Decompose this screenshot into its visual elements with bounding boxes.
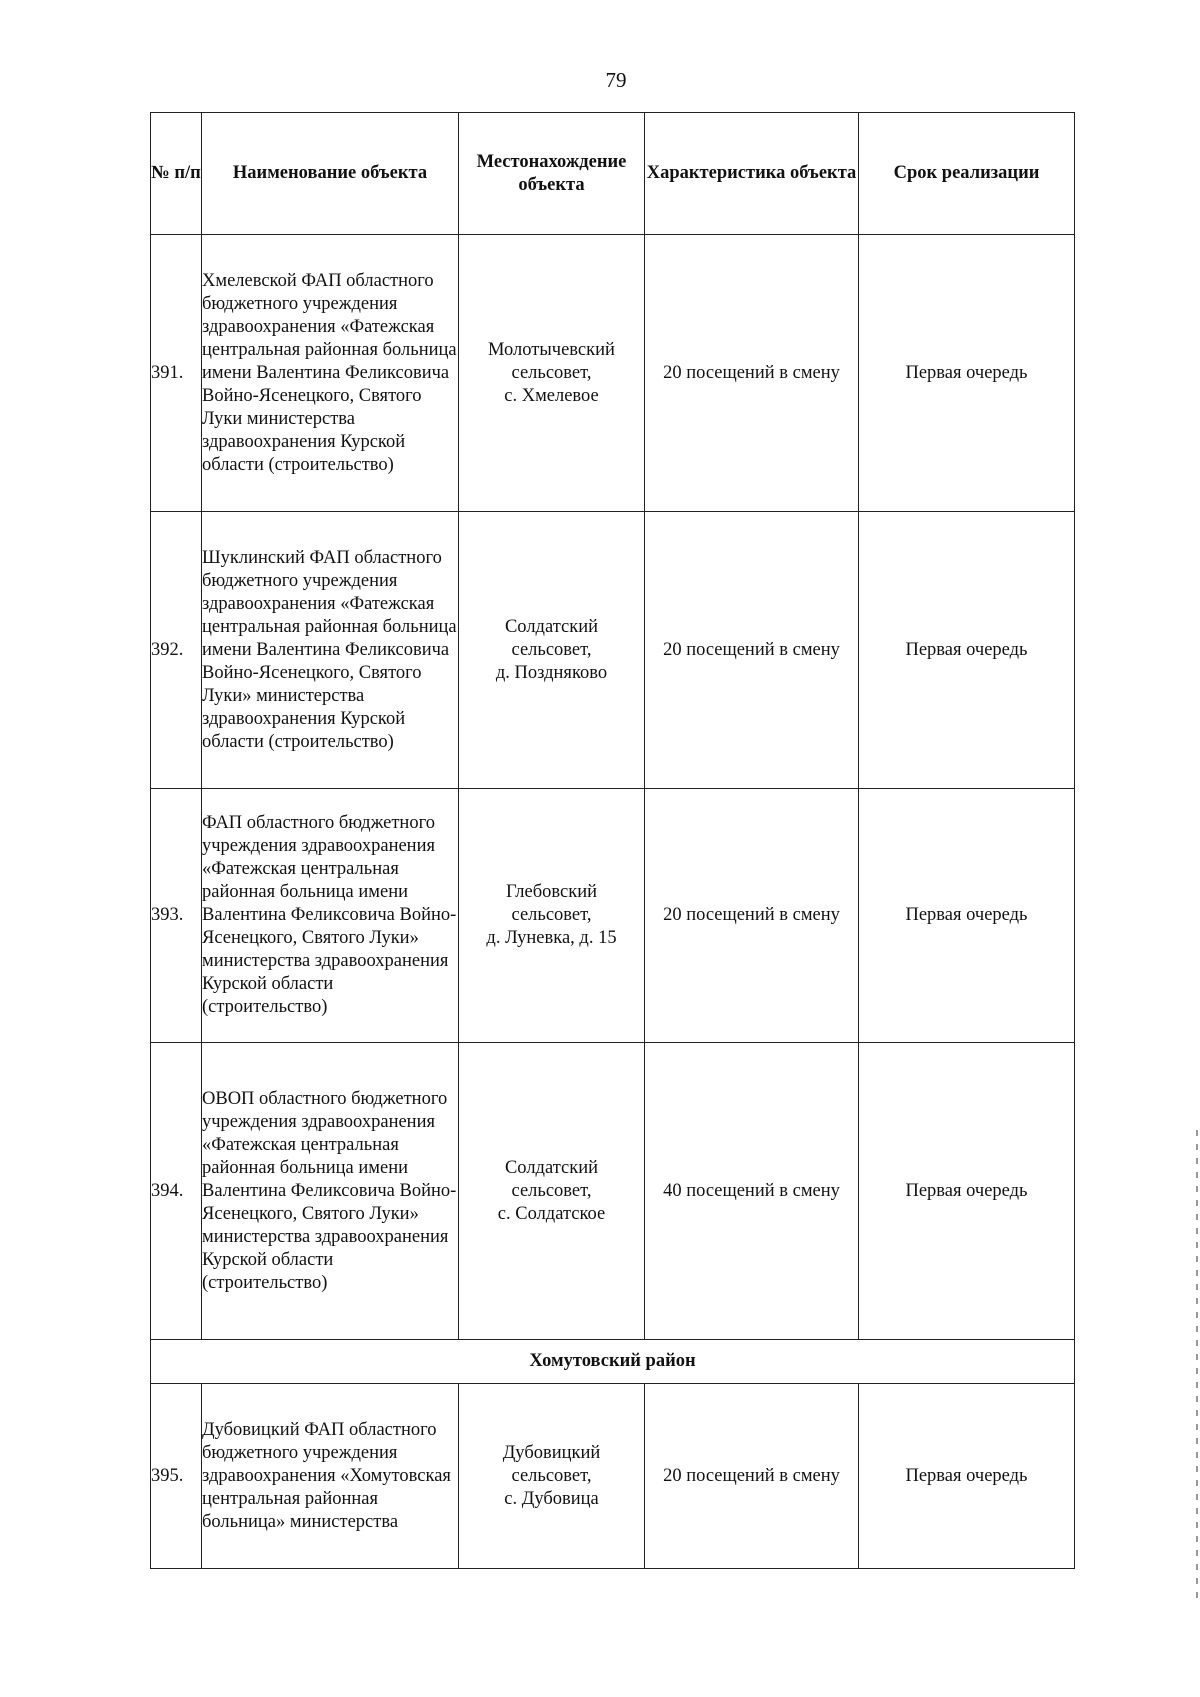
object-term: Первая очередь — [859, 1384, 1075, 1569]
location-line: Дубовицкий — [502, 1442, 601, 1463]
object-name: Шуклинский ФАП областного бюджетного учреждения здравоохранения «Фатежская центральная районная больница имени Валентина Феликсовича Войно-Ясенецкого, Святого Луки» министерства здравоохранения Курской области (строительство) — [202, 512, 459, 789]
location-line: Молотычевский — [488, 339, 615, 360]
object-characteristic: 20 посещений в смену — [645, 235, 859, 512]
object-location — [459, 235, 645, 512]
header-term: Срок реализации — [859, 113, 1075, 235]
scan-edge-mark — [1196, 1130, 1198, 1600]
object-term: Первая очередь — [859, 1043, 1075, 1340]
object-term: Первая очередь — [859, 789, 1075, 1043]
table-row — [151, 789, 1075, 1043]
object-characteristic: 40 посещений в смену — [645, 1043, 859, 1340]
table-row — [151, 512, 1075, 789]
row-number: 393. — [151, 789, 202, 1043]
row-number: 391. — [151, 235, 202, 512]
header-location: Местонахождение объекта — [459, 113, 645, 235]
object-characteristic: 20 посещений в смену — [645, 789, 859, 1043]
location-line: с. Солдатское — [497, 1203, 606, 1224]
row-number: 395. — [151, 1384, 202, 1569]
location-line: сельсовет, — [511, 639, 592, 660]
table-row — [151, 1384, 1075, 1569]
table-header-row — [151, 113, 1075, 235]
location-line: сельсовет, — [511, 905, 592, 925]
object-characteristic: 20 посещений в смену — [645, 1384, 859, 1569]
location-line: Солдатский — [504, 616, 599, 637]
object-name: Хмелевской ФАП областного бюджетного учреждения здравоохранения «Фатежская центральная районная больница имени Валентина Феликсовича Войно-Ясенецкого, Святого Луки министерства здравоохранения Курской области (строительство) — [202, 235, 459, 512]
header-num: № п/п — [151, 113, 202, 235]
header-characteristic: Характеристика объекта — [645, 113, 859, 235]
location-line: д. Луневка, д. 15 — [486, 928, 617, 948]
location-line: с. Хмелевое — [504, 385, 599, 406]
location-line: Солдатский — [504, 1157, 599, 1178]
district-heading: Хомутовский район — [151, 1340, 1075, 1384]
row-number: 392. — [151, 512, 202, 789]
objects-table — [150, 112, 1075, 1569]
object-term: Первая очередь — [859, 235, 1075, 512]
object-name: ФАП областного бюджетного учреждения здравоохранения «Фатежская центральная районная больница имени Валентина Феликсовича Войно-Ясенецкого, Святого Луки» министерства здравоохранения Курской области (строительство) — [202, 789, 459, 1043]
district-row — [151, 1340, 1075, 1384]
location-line: д. Поздняково — [495, 662, 608, 683]
table-row — [151, 235, 1075, 512]
object-location — [459, 512, 645, 789]
object-name: Дубовицкий ФАП областного бюджетного учреждения здравоохранения «Хомутовская центральная районная больница» министерства — [202, 1384, 459, 1569]
page-number: 79 — [605, 68, 627, 92]
row-number: 394. — [151, 1043, 202, 1340]
object-location — [459, 1043, 645, 1340]
header-name: Наименование объекта — [202, 113, 459, 235]
location-line: с. Дубовица — [504, 1488, 599, 1509]
object-characteristic: 20 посещений в смену — [645, 512, 859, 789]
object-location — [459, 1384, 645, 1569]
object-term: Первая очередь — [859, 512, 1075, 789]
object-name: ОВОП областного бюджетного учреждения здравоохранения «Фатежская центральная районная больница имени Валентина Феликсовича Войно-Ясенецкого, Святого Луки» министерства здравоохранения Курской области (строительство) — [202, 1043, 459, 1340]
object-location — [459, 789, 645, 1043]
table-row — [151, 1043, 1075, 1340]
location-line: сельсовет, — [511, 1180, 592, 1201]
location-line: Глебовский — [505, 882, 598, 902]
location-line: сельсовет, — [511, 1465, 592, 1486]
location-line: сельсовет, — [511, 362, 592, 383]
